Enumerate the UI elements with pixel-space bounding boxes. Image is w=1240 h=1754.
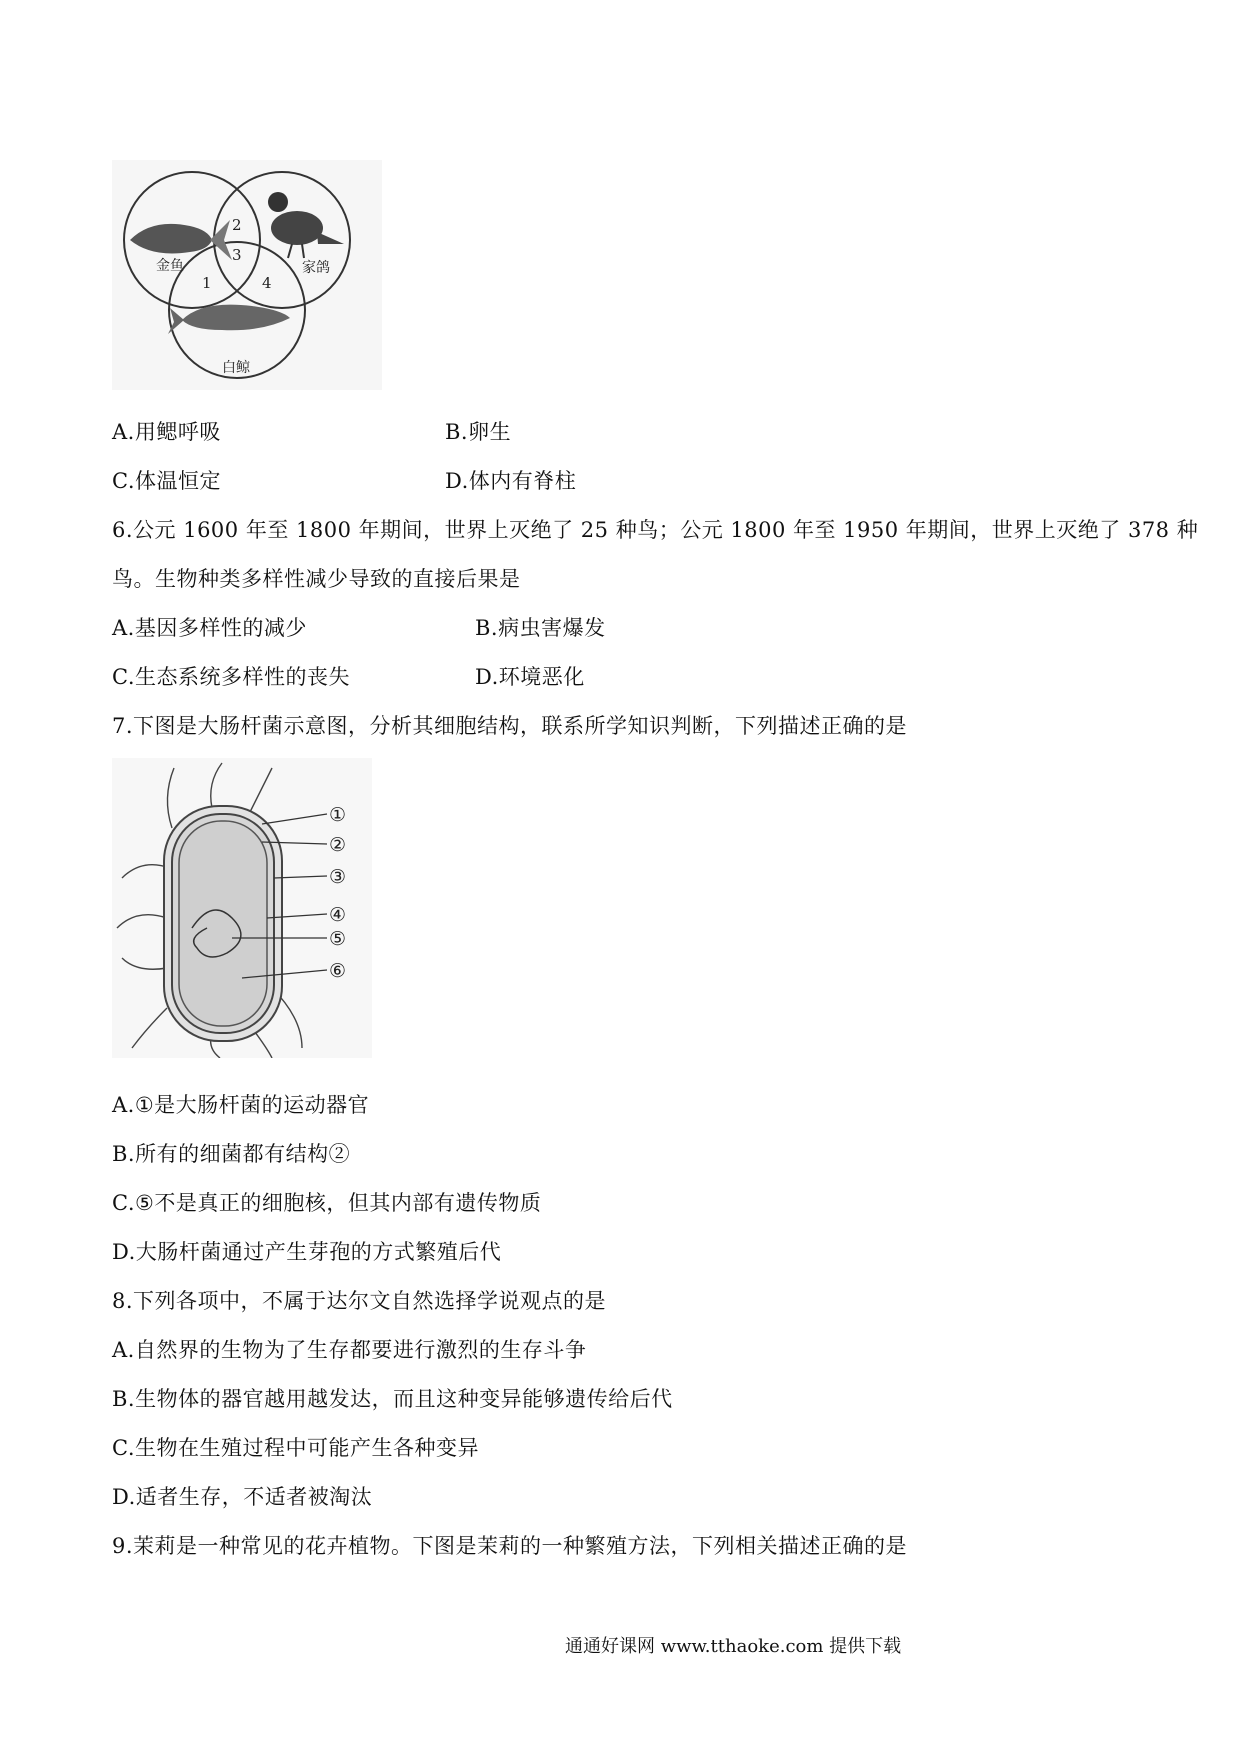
cell-membrane (179, 821, 267, 1026)
ecoli-label-3: ③ (329, 866, 347, 888)
region-label-2: 2 (232, 216, 242, 234)
q6-stem-line1: 6.公元 1600 年至 1800 年期间，世界上灭绝了 25 种鸟；公元 1800 年至 1950 年期间，世界上灭绝了 378 种 (112, 518, 1199, 542)
q6-option-d: D.环境恶化 (475, 665, 585, 689)
q8-option-b: B.生物体的器官越用越发达，而且这种变异能够遗传给后代 (112, 1387, 673, 1411)
q8-option-c: C.生物在生殖过程中可能产生各种变异 (112, 1436, 479, 1460)
region-label-3: 3 (232, 246, 242, 264)
region-label-1: 1 (202, 274, 212, 292)
q8-stem: 8.下列各项中，不属于达尔文自然选择学说观点的是 (112, 1289, 607, 1313)
q6-stem-line2: 鸟。生物种类多样性减少导致的直接后果是 (112, 567, 521, 591)
q6-option-c: C.生态系统多样性的丧失 (112, 665, 350, 689)
beluga-label: 白鲸 (222, 360, 250, 376)
ecoli-figure (112, 758, 372, 1058)
pigeon-label: 家鸽 (302, 260, 330, 276)
q6-option-b: B.病虫害爆发 (475, 616, 606, 640)
ecoli-label-2: ② (329, 834, 347, 856)
q7-option-b: B.所有的细菌都有结构② (112, 1142, 351, 1166)
q7-option-d: D.大肠杆菌通过产生芽孢的方式繁殖后代 (112, 1240, 502, 1264)
venn-figure (112, 160, 382, 390)
q8-option-d: D.适者生存，不适者被淘汰 (112, 1485, 373, 1509)
ecoli-label-5: ⑤ (329, 928, 347, 950)
q7-stem: 7.下图是大肠杆菌示意图，分析其细胞结构，联系所学知识判断，下列描述正确的是 (112, 714, 908, 738)
q8-option-a: A.自然界的生物为了生存都要进行激烈的生存斗争 (112, 1338, 587, 1362)
ecoli-label-1: ① (329, 804, 347, 826)
goldfish-label: 金鱼 (156, 258, 184, 274)
q7-option-c: C.⑤不是真正的细胞核，但其内部有遗传物质 (112, 1191, 542, 1215)
q6-option-a: A.基因多样性的减少 (112, 616, 307, 640)
q5-option-c: C.体温恒定 (112, 469, 221, 493)
ecoli-label-6: ⑥ (329, 960, 347, 982)
q5-option-b: B.卵生 (445, 420, 512, 444)
q5-option-d: D.体内有脊柱 (445, 469, 577, 493)
page-footer: 通通好课网 www.tthaoke.com 提供下载 (565, 1636, 902, 1657)
q9-stem: 9.茉莉是一种常见的花卉植物。下图是茉莉的一种繁殖方法，下列相关描述正确的是 (112, 1534, 908, 1558)
q5-option-a: A.用鳃呼吸 (112, 420, 221, 444)
q7-option-a: A.①是大肠杆菌的运动器官 (112, 1093, 370, 1117)
ecoli-label-4: ④ (329, 904, 347, 926)
region-label-4: 4 (262, 274, 272, 292)
